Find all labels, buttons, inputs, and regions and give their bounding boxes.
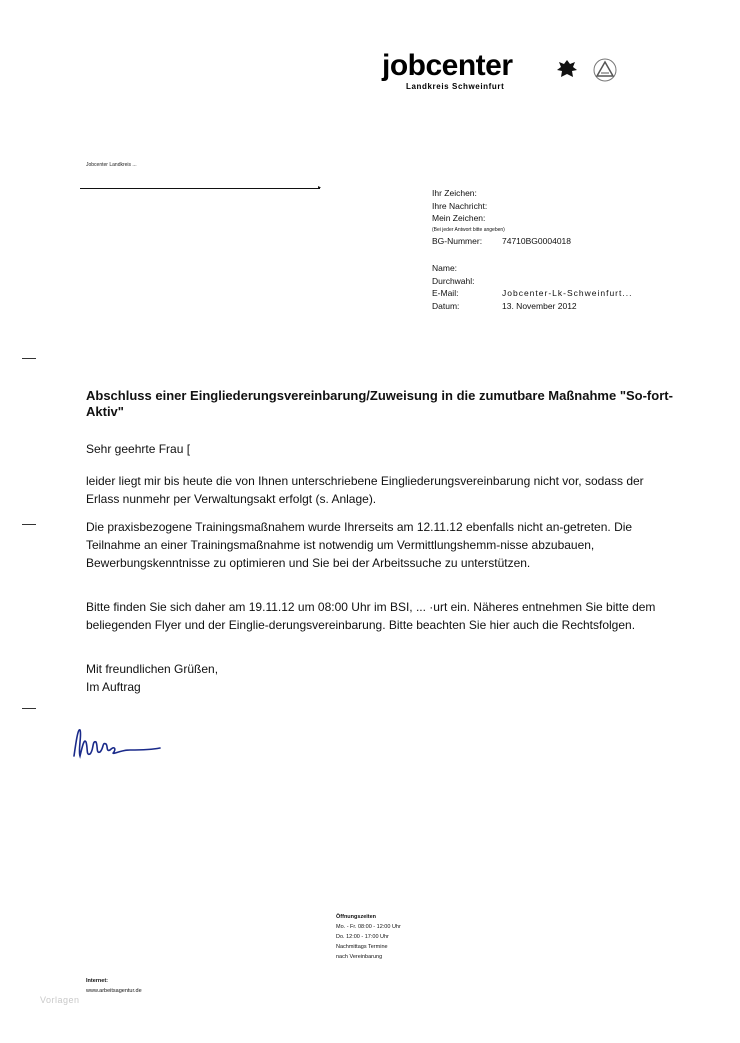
mein-zeichen-label: Mein Zeichen:	[432, 213, 486, 223]
ihre-nachricht-label: Ihre Nachricht:	[432, 200, 488, 211]
handwritten-signature	[70, 720, 170, 770]
letter-subject: Abschluss einer Eingliederungsvereinbarung/Zuweisung in die zumutbare Maßnahme "So-fort-Aktiv"	[86, 388, 673, 419]
internet-title: Internet:	[86, 978, 108, 984]
hours-line-3: Nachmittags Termine	[336, 944, 388, 950]
fold-mark	[22, 524, 36, 525]
contact-block	[432, 262, 632, 312]
fold-mark	[22, 708, 36, 709]
durchwahl-label: Durchwahl:	[432, 275, 475, 286]
salutation: Sehr geehrte Frau [	[86, 442, 191, 456]
datum-value: 13. November 2012	[502, 300, 577, 311]
datum-label: Datum:	[432, 300, 460, 311]
ihr-zeichen-label: Ihr Zeichen:	[432, 188, 477, 198]
paragraph-1: leider liegt mir bis heute die von Ihnen unterschriebene Eingliederungsvereinbarung nicht vor, sodass der Erlass nunmehr per Verwaltungsakt erfolgt (s. Anlage).	[86, 474, 644, 506]
internet-url: www.arbeitsagentur.de	[86, 988, 142, 994]
closing-im-auftrag: Im Auftrag	[86, 680, 141, 694]
agency-triangle-icon	[592, 58, 618, 82]
email-label: E-Mail:	[432, 288, 459, 298]
reference-note: (Bei jeder Antwort bitte angeben)	[432, 226, 505, 233]
jobcenter-logo: jobcenter	[382, 49, 513, 82]
hours-line-2: Do. 12:00 - 17:00 Uhr	[336, 934, 389, 940]
opening-hours	[336, 912, 401, 962]
bg-nummer-value: 74710BG0004018	[502, 235, 572, 246]
email-value: Jobcenter-Lk-Schweinfurt...	[502, 288, 633, 298]
hours-title: Öffnungszeiten	[336, 914, 377, 920]
fold-mark	[22, 358, 36, 359]
internet-block	[86, 976, 142, 996]
hours-line-4: nach Vereinbarung	[336, 954, 383, 960]
closing-greeting: Mit freundlichen Grüßen,	[86, 662, 219, 676]
arrow-right-icon: ▸	[318, 185, 322, 191]
coat-of-arms-icon	[555, 58, 579, 80]
hours-line-1: Mo. - Fr. 08:00 - 12:00 Uhr	[336, 924, 401, 930]
logo-subtitle: Landkreis Schweinfurt	[406, 82, 505, 91]
reference-block	[432, 187, 571, 247]
paragraph-3: Bitte finden Sie sich daher am 19.11.12 um 08:00 Uhr im BSI, ... ·urt ein. Näheres entnehmen Sie bitte dem beliegenden Flyer und der Einglie-derungsvereinbarung. Bitte beachten Sie hier auch die Rechtsfolgen.	[86, 600, 656, 632]
watermark-text: Vorlagen	[40, 995, 80, 1005]
bg-nummer-label: BG-Nummer:	[432, 235, 483, 246]
paragraph-2: Die praxisbezogene Trainingsmaßnahem wurde Ihrerseits am 12.11.12 ebenfalls nicht an-getreten. Die Teilnahme an einer Trainingsmaßnahme ist notwendig um Vermittlungshemm-nisse abzubauen, Bewerbungskenntnisse zu optimieren und Sie bei der Arbeitssuche zu unterstützen.	[86, 520, 633, 570]
address-divider	[80, 188, 320, 189]
name-label: Name:	[432, 263, 458, 273]
sender-address: Jobcenter Landkreis ...	[86, 162, 137, 168]
